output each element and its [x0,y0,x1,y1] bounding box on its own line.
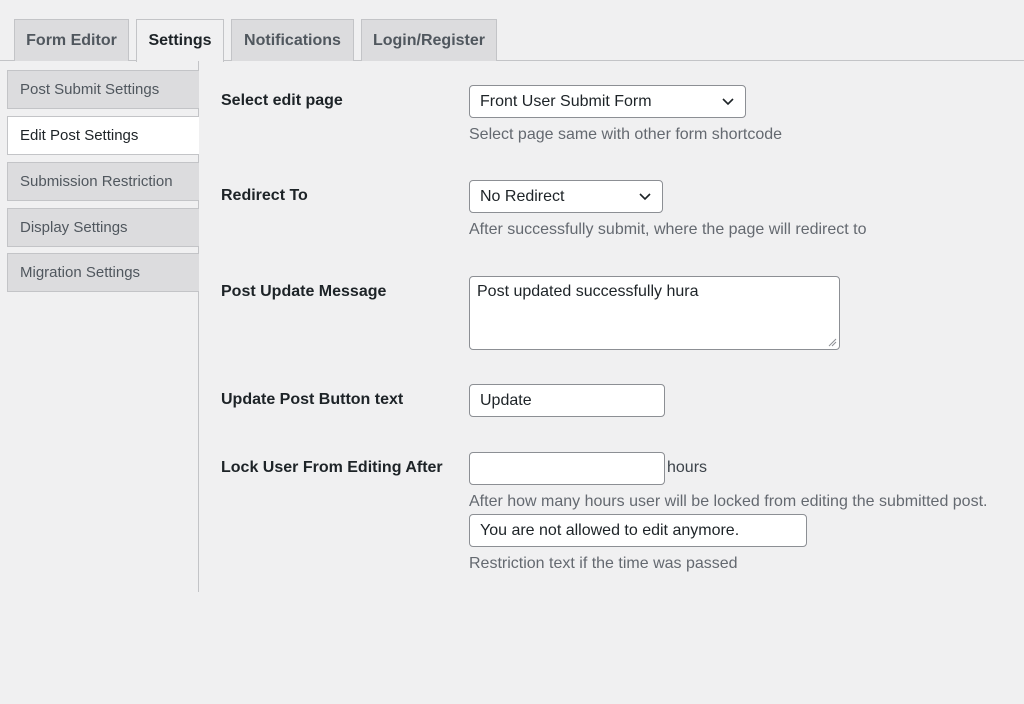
tab-notifications[interactable]: Notifications [231,19,354,61]
restriction-text-input[interactable] [469,514,807,547]
settings-sidebar [0,61,199,592]
sidebar-item-migration-settings[interactable] [7,253,199,292]
resize-grip-icon[interactable] [828,338,837,347]
edit-page-select-value: Front User Submit Form [480,92,652,110]
sidebar-item-label: Post Submit Settings [20,81,160,98]
chevron-down-icon [638,189,652,203]
sidebar-item-label: Display Settings [20,219,128,236]
update-message-textarea[interactable] [469,276,840,350]
tab-form-editor[interactable]: Form Editor [14,19,129,61]
sidebar-item-submission-restriction[interactable] [7,162,199,201]
redirect-help: After successfully submit, where the page will redirect to [469,221,867,238]
edit-page-help: Select page same with other form shortcode [469,126,783,143]
update-message-label: Post Update Message [221,283,387,300]
button-text-label: Update Post Button text [221,391,404,408]
tab-settings[interactable]: Settings [136,19,224,62]
lock-hours-input[interactable] [469,452,665,485]
redirect-select[interactable] [469,180,663,213]
sidebar-item-post-submit-settings[interactable] [7,70,199,109]
edit-page-label: Select edit page [221,92,343,109]
edit-page-select[interactable] [469,85,746,118]
redirect-label: Redirect To [221,187,308,204]
update-message-value: Post updated successfully hura [477,283,699,300]
chevron-down-icon [721,94,735,108]
sidebar-item-label: Submission Restriction [20,173,173,190]
lock-user-label: Lock User From Editing After [221,459,443,476]
hours-suffix: hours [667,459,708,476]
redirect-select-value: No Redirect [480,187,565,205]
settings-tabs [0,0,1024,61]
sidebar-item-edit-post-settings[interactable] [7,116,199,155]
button-text-input[interactable] [469,384,665,417]
button-text-value: Update [480,391,532,409]
lock-user-help: After how many hours user will be locked from editing the submitted post. [469,493,988,510]
tab-login-register[interactable]: Login/Register [361,19,497,61]
sidebar-item-label: Migration Settings [20,264,141,281]
restriction-text-value: You are not allowed to edit anymore. [480,521,740,539]
sidebar-item-label: Edit Post Settings [20,127,139,144]
sidebar-item-display-settings[interactable] [7,208,199,247]
restriction-text-help: Restriction text if the time was passed [469,555,738,572]
